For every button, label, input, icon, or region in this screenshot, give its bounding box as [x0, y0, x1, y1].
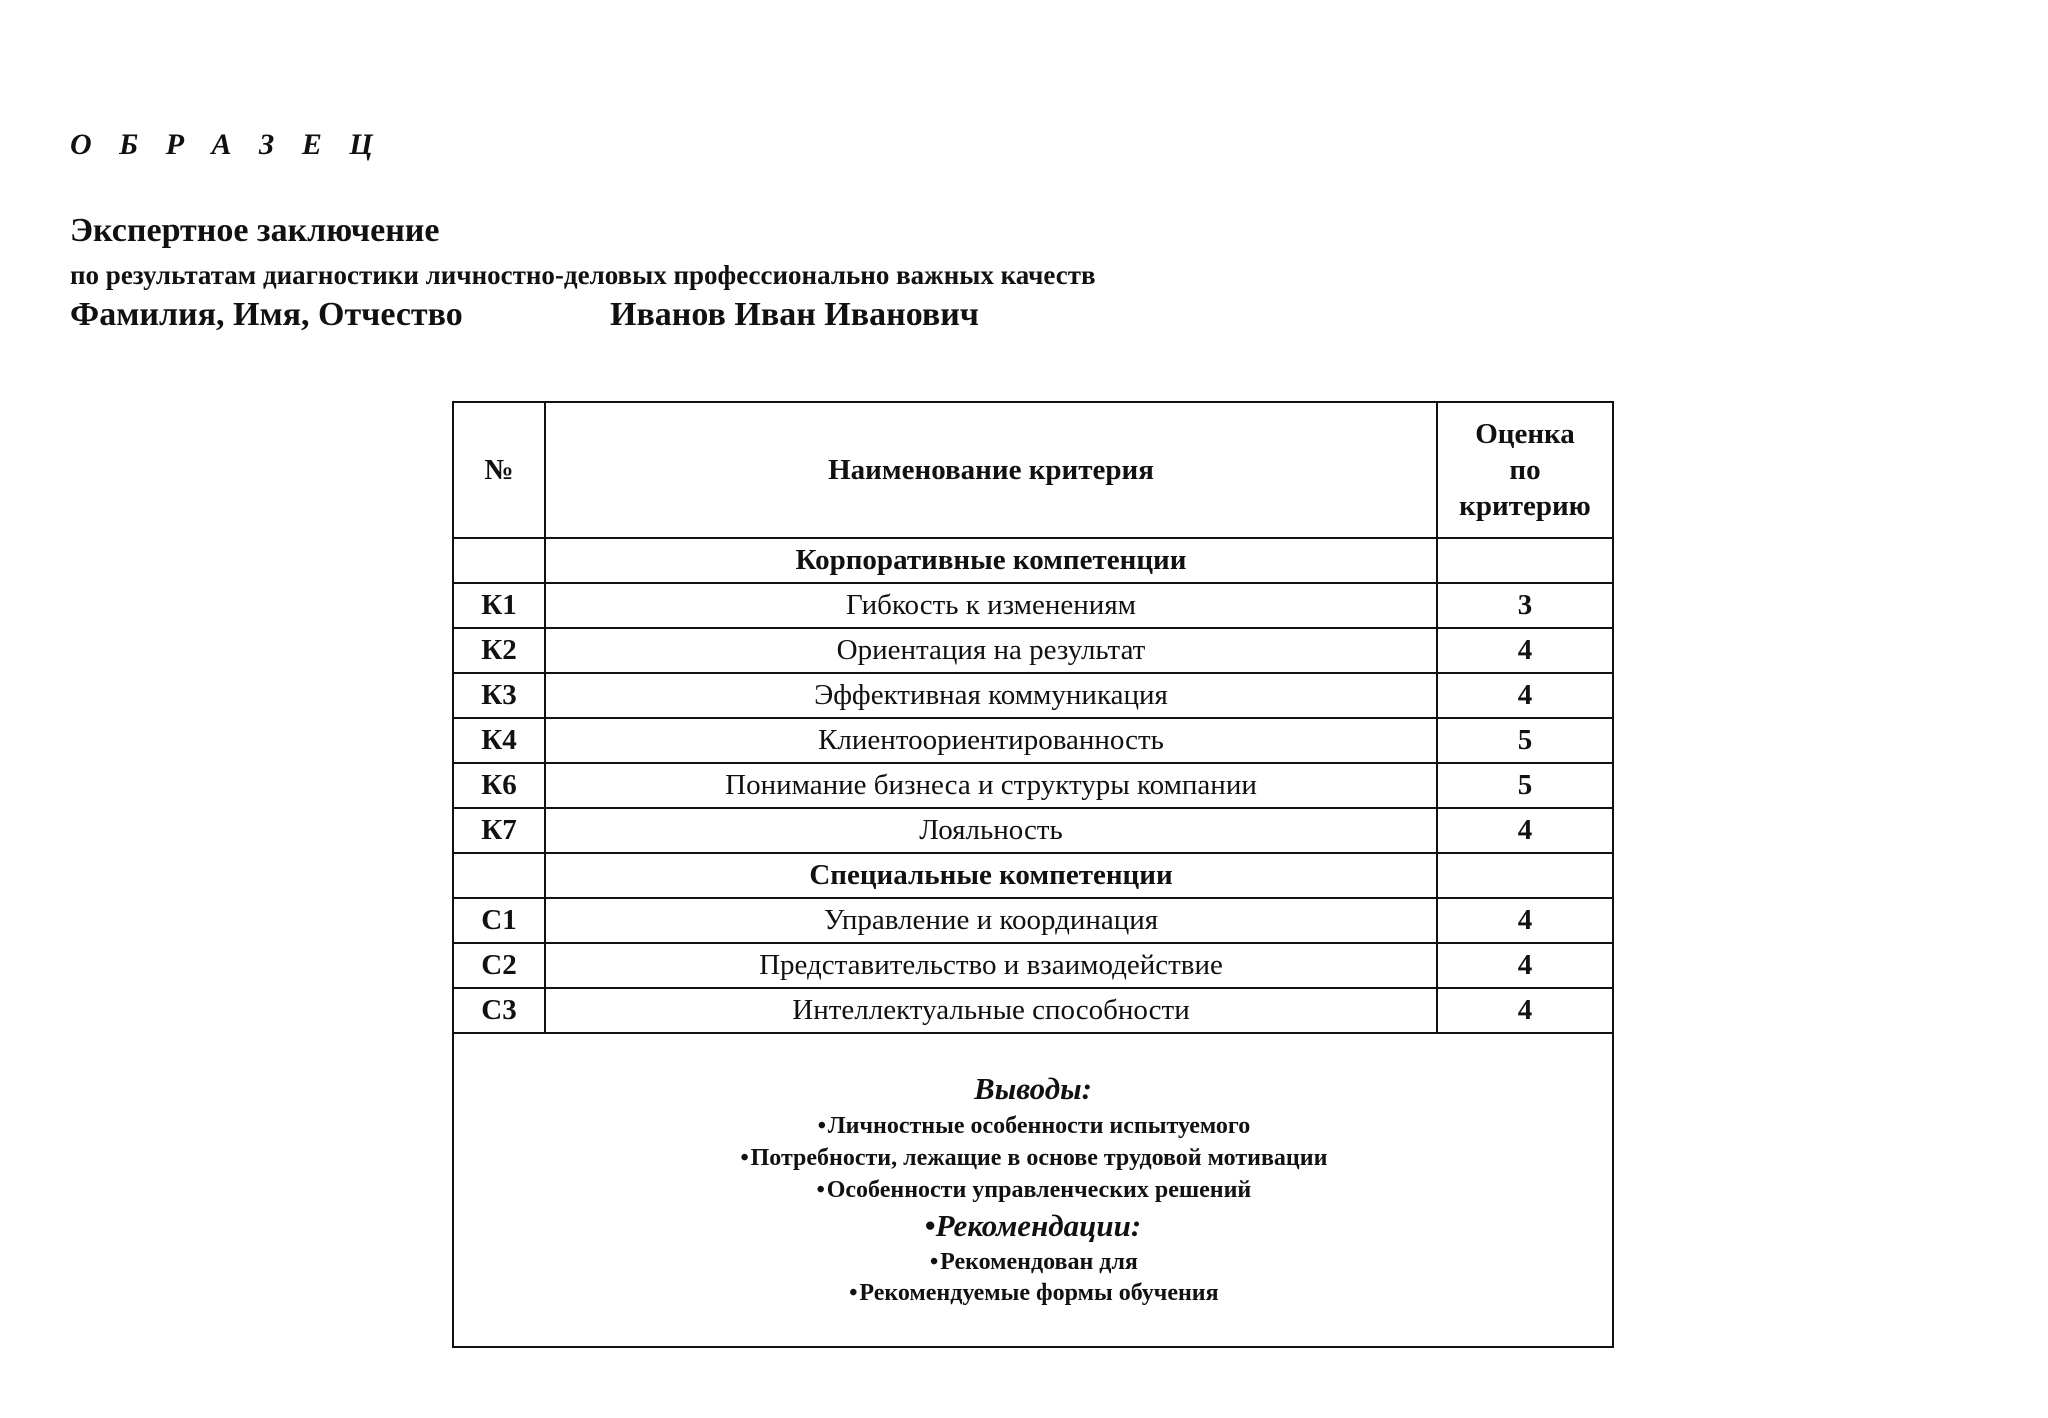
- fio-row: [70, 296, 979, 334]
- criterion-code: С1: [453, 898, 545, 943]
- fio-label: Фамилия, Имя, Отчество: [70, 296, 463, 333]
- conclusions-row: [453, 1033, 1613, 1347]
- conclusion-item: [454, 1175, 1612, 1207]
- bullet-icon: •: [924, 1208, 936, 1244]
- bullet-icon: •: [849, 1280, 858, 1307]
- conclusions-heading: Выводы:: [974, 1071, 1092, 1107]
- table-row: [453, 898, 1613, 943]
- header-num: №: [453, 402, 545, 538]
- criterion-name: Представительство и взаимодействие: [545, 943, 1437, 988]
- document-title: Экспертное заключение: [70, 212, 440, 249]
- criterion-score: 4: [1437, 673, 1613, 718]
- criterion-code: К1: [453, 583, 545, 628]
- section-row: [453, 853, 1613, 898]
- header-name: Наименование критерия: [545, 402, 1437, 538]
- header-score-line: Оценка: [1475, 417, 1575, 450]
- table-row: [453, 583, 1613, 628]
- header-score-line: критерию: [1459, 490, 1591, 523]
- criterion-name: Интеллектуальные способности: [545, 988, 1437, 1033]
- section-empty-cell: [453, 853, 545, 898]
- bullet-icon: •: [929, 1248, 939, 1275]
- conclusion-item-text: Потребности, лежащие в основе трудовой мотивации: [750, 1144, 1328, 1171]
- recommendation-item-text: Рекомендован для: [940, 1248, 1138, 1275]
- criterion-name: Понимание бизнеса и структуры компании: [545, 763, 1437, 808]
- criterion-score: 3: [1437, 583, 1613, 628]
- criterion-name: Лояльность: [545, 808, 1437, 853]
- criterion-name: Управление и координация: [545, 898, 1437, 943]
- header-score-line: по: [1509, 453, 1541, 486]
- conclusions-cell: [453, 1033, 1613, 1347]
- criterion-score: 4: [1437, 628, 1613, 673]
- table-row: [453, 718, 1613, 763]
- criterion-code: С3: [453, 988, 545, 1033]
- section-title: Специальные компетенции: [545, 853, 1437, 898]
- criterion-score: 4: [1437, 988, 1613, 1033]
- criteria-table: [452, 401, 1614, 1348]
- criterion-code: К6: [453, 763, 545, 808]
- table-row: [453, 988, 1613, 1033]
- criterion-score: 4: [1437, 898, 1613, 943]
- section-empty-cell: [1437, 538, 1613, 583]
- table-row: [453, 673, 1613, 718]
- table-row: [453, 808, 1613, 853]
- table-row: [453, 763, 1613, 808]
- criterion-score: 5: [1437, 763, 1613, 808]
- section-empty-cell: [1437, 853, 1613, 898]
- criterion-name: Эффективная коммуникация: [545, 673, 1437, 718]
- criterion-code: С2: [453, 943, 545, 988]
- table-row: [453, 943, 1613, 988]
- section-title: Корпоративные компетенции: [545, 538, 1437, 583]
- conclusion-item: [454, 1111, 1612, 1143]
- criterion-score: 5: [1437, 718, 1613, 763]
- bullet-icon: •: [740, 1144, 749, 1171]
- criterion-score: 4: [1437, 808, 1613, 853]
- criterion-code: К4: [453, 718, 545, 763]
- table-header-row: [453, 402, 1613, 538]
- recommendation-item: [454, 1247, 1612, 1279]
- bullet-icon: •: [816, 1176, 825, 1203]
- criterion-name: Клиентоориентированность: [545, 718, 1437, 763]
- recommendations-heading: [454, 1206, 1612, 1246]
- document-subtitle: по результатам диагностики личностно-деловых профессионально важных качеств: [70, 260, 1096, 290]
- fio-value: Иванов Иван Иванович: [610, 296, 979, 333]
- header-score: [1437, 402, 1613, 538]
- conclusion-item-text: Личностные особенности испытуемого: [827, 1113, 1251, 1140]
- conclusion-item: [454, 1143, 1612, 1175]
- recommendation-item: [454, 1278, 1612, 1310]
- criterion-name: Ориентация на результат: [545, 628, 1437, 673]
- criterion-code: К2: [453, 628, 545, 673]
- section-row: [453, 538, 1613, 583]
- criterion-code: К7: [453, 808, 545, 853]
- criterion-code: К3: [453, 673, 545, 718]
- conclusion-item-text: Особенности управленческих решений: [826, 1176, 1252, 1203]
- recommendation-item-text: Рекомендуемые формы обучения: [859, 1280, 1219, 1307]
- criterion-score: 4: [1437, 943, 1613, 988]
- sample-mark: О Б Р А З Е Ц: [70, 128, 383, 161]
- criterion-name: Гибкость к изменениям: [545, 583, 1437, 628]
- bullet-icon: •: [817, 1113, 826, 1140]
- table-row: [453, 628, 1613, 673]
- section-empty-cell: [453, 538, 545, 583]
- recommendations-heading-text: Рекомендации:: [935, 1208, 1142, 1244]
